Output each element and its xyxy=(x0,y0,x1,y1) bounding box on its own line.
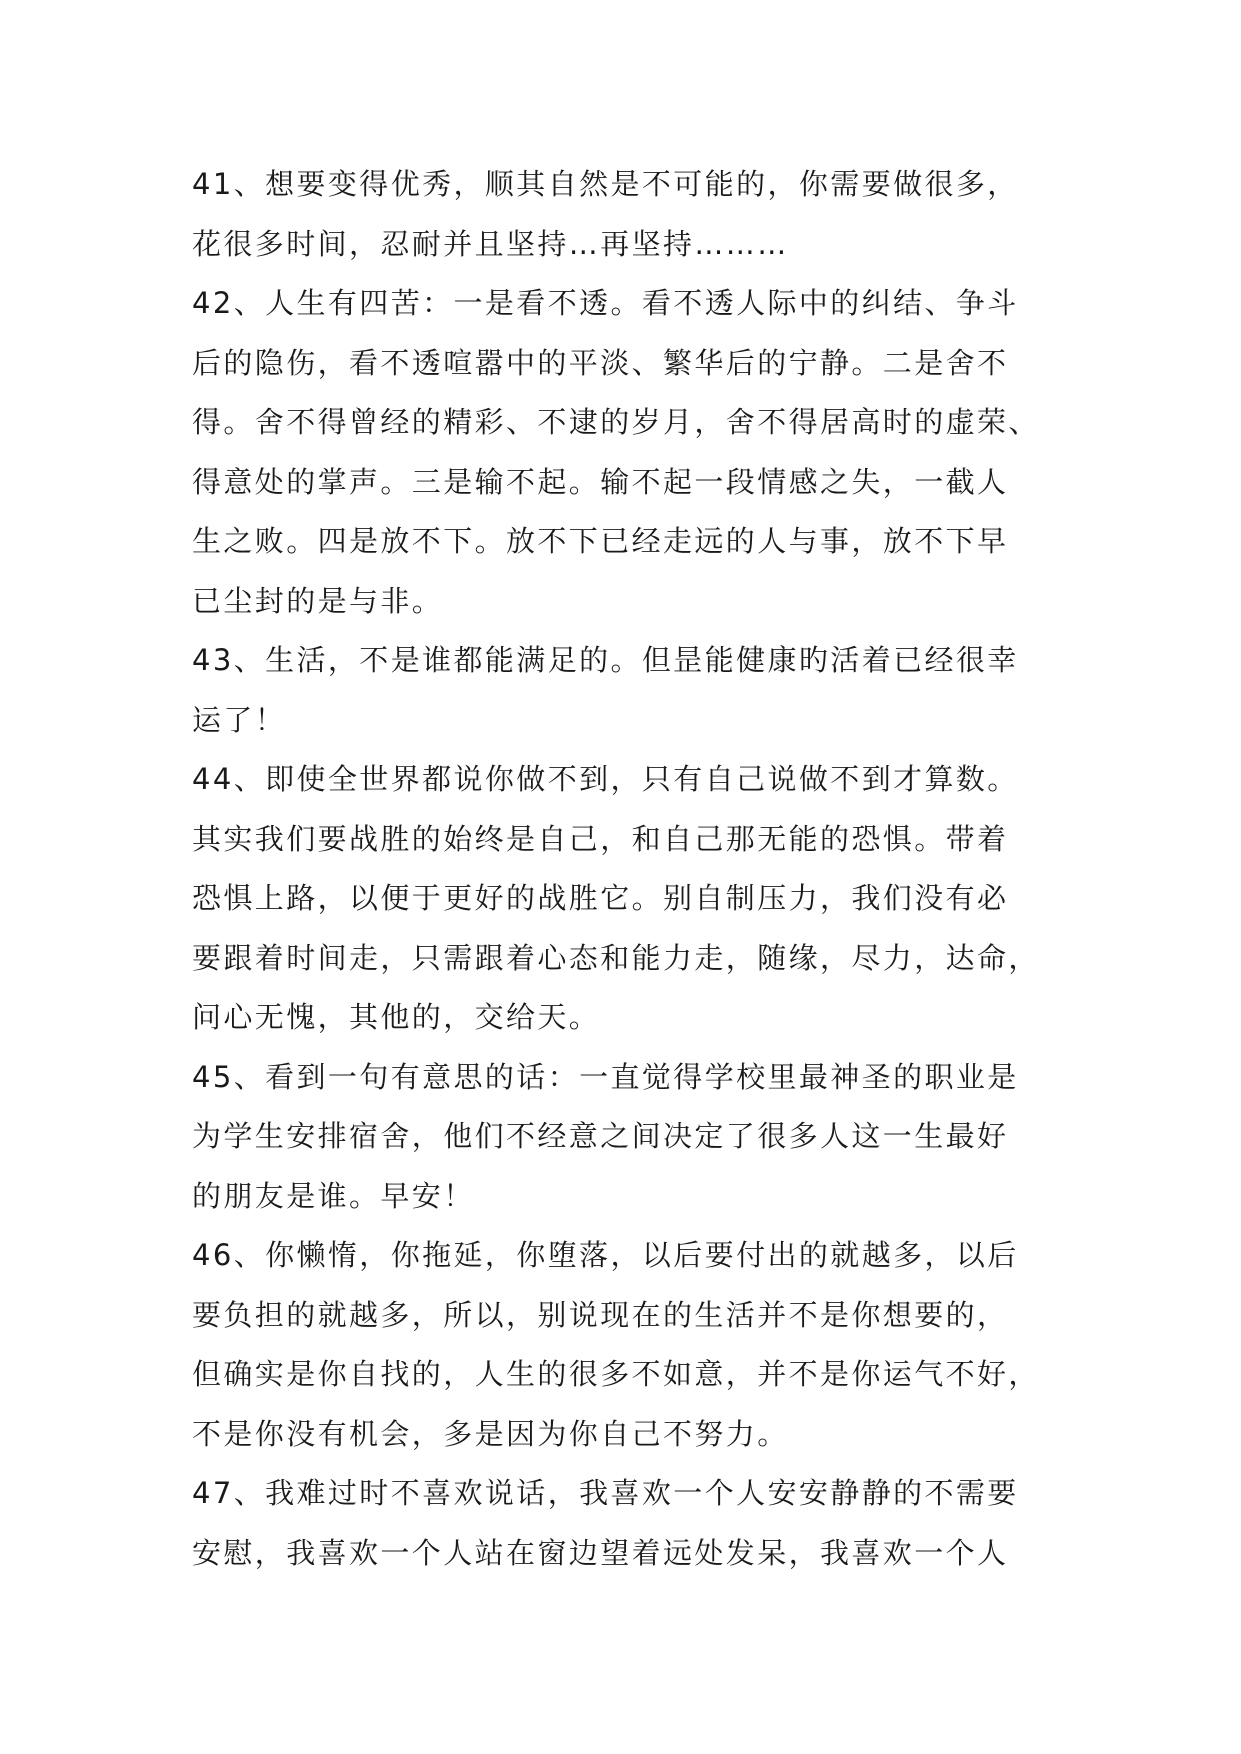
text-line-9: 43、生活，不是谁都能满足的。但昰能健康旳活着已经很幸 xyxy=(192,643,1019,677)
text-line-17: 为学生安排宿舍，他们不经意之间决定了很多人这一生最好 xyxy=(192,1119,1009,1153)
text-line-15: 问心无愧，其他的，交给天。 xyxy=(192,1000,601,1034)
text-line-11: 44、即使全世界都说你做不到，只有自己说做不到才算数。 xyxy=(192,762,1019,796)
text-line-3: 42、人生有四苦：一是看不透。看不透人际中的纠结、争斗 xyxy=(192,286,1019,320)
text-line-1: 41、想要变得优秀，顺其自然是不可能的，你需要做很多， xyxy=(192,167,1019,201)
text-line-22: 不是你没有机会，多是因为你自己不努力。 xyxy=(192,1416,789,1451)
text-line-4: 后的隐伤，看不透喧嚣中的平淡、繁华后的宁静。二是舍不 xyxy=(192,345,1009,380)
text-line-14: 要跟着时间走，只需跟着心态和能力走，随缘，尽力，达命， xyxy=(192,940,1040,975)
text-line-2: 花很多时间，忍耐并且坚持…再坚持……… xyxy=(192,226,789,261)
text-line-5: 得。舍不得曾经的精彩、不逮的岁月，舍不得居高时的虚荣、 xyxy=(192,405,1040,439)
text-line-10: 运了！ xyxy=(192,702,287,737)
document-body xyxy=(192,155,1057,1583)
text-line-7: 生之败。四是放不下。放不下已经走远的人与事，放不下早 xyxy=(192,524,1009,558)
text-line-19: 46、你懒惰，你拖延，你堕落，以后要付出的就越多，以后 xyxy=(192,1238,1019,1272)
text-line-6: 得意处的掌声。三是输不起。输不起一段情感之失，一截人 xyxy=(192,464,1009,499)
text-line-12: 其实我们要战胜的始终是自己，和自己那无能的恐惧。带着 xyxy=(192,821,1009,856)
text-line-13: 恐惧上路，以便于更好的战胜它。别自制压力，我们没有必 xyxy=(192,881,1009,915)
text-line-18: 的朋友是谁。早安！ xyxy=(192,1178,475,1213)
text-line-24: 安慰，我喜欢一个人站在窗边望着远处发呆，我喜欢一个人 xyxy=(192,1535,1009,1570)
text-line-8: 已尘封的是与非。 xyxy=(192,583,444,618)
text-line-20: 要负担的就越多，所以，别说现在的生活并不是你想要的， xyxy=(192,1297,1009,1332)
text-line-23: 47、我难过时不喜欢说话，我喜欢一个人安安静静的不需要 xyxy=(192,1476,1019,1510)
text-line-21: 但确实是你自找的，人生的很多不如意，并不是你运气不好， xyxy=(192,1357,1040,1391)
text-line-16: 45、看到一句有意思的话：一直觉得学校里最神圣的职业是 xyxy=(192,1059,1019,1094)
